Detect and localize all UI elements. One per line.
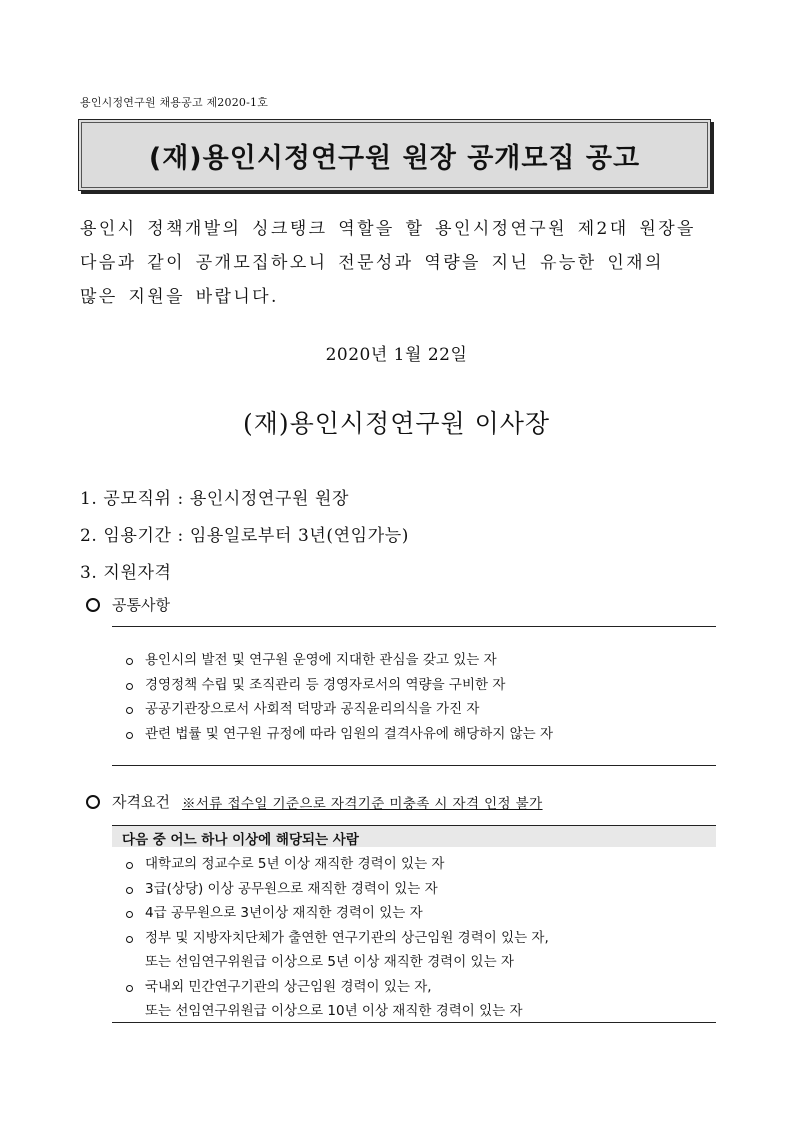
title-box xyxy=(78,119,711,191)
list-item xyxy=(124,722,553,747)
circle-bullet-icon xyxy=(86,598,100,612)
requirements-list xyxy=(124,852,549,1024)
list-item-text: 또는 선임연구위원급 이상으로 5년 이상 재직한 경력이 있는 자 xyxy=(145,954,514,970)
section-position: 1. 공모직위 : 용인시정연구원 원장 xyxy=(80,489,350,509)
divider-bottom xyxy=(112,765,716,766)
issuer-signature: (재)용인시정연구원 이사장 xyxy=(242,409,551,438)
requirements-label: 자격요건 xyxy=(112,793,170,811)
intro-line: 많은 지원을 바랍니다. xyxy=(80,287,279,307)
divider-requirements-bottom xyxy=(112,1022,716,1023)
common-heading-label: 공통사항 xyxy=(112,596,170,614)
bullet-icon xyxy=(126,707,133,714)
list-item-text: 용인시의 발전 및 연구원 운영에 지대한 관심을 갖고 있는 자 xyxy=(145,652,497,668)
bullet-icon xyxy=(126,862,133,869)
list-item-text: 경영정책 수립 및 조직관리 등 경영자로서의 역량을 구비한 자 xyxy=(145,676,506,693)
document-number: 용인시정연구원 채용공고 제2020-1호 xyxy=(80,96,269,109)
section-term: 2. 임용기간 : 임용일로부터 3년(연임가능) xyxy=(80,526,409,546)
list-item xyxy=(124,852,549,877)
bullet-icon xyxy=(126,683,133,690)
intro-line: 용인시 정책개발의 싱크탱크 역할을 할 용인시정연구원 제2대 원장을 xyxy=(80,219,696,239)
list-item-text: 공공기관장으로서 사회적 덕망과 공직윤리의식을 가진 자 xyxy=(145,701,480,717)
list-item-text: 3급(상당) 이상 공무원으로 재직한 경력이 있는 자 xyxy=(145,880,438,897)
bullet-icon xyxy=(126,985,133,992)
intro-paragraph xyxy=(80,212,720,314)
circle-bullet-icon xyxy=(86,795,100,809)
list-item-text: 또는 선임연구위원급 이상으로 10년 이상 재직한 경력이 있는 자 xyxy=(145,1003,523,1019)
list-item xyxy=(124,673,553,698)
requirements-subheading: 다음 중 어느 하나 이상에 해당되는 사람 xyxy=(122,832,359,848)
common-heading xyxy=(86,594,170,615)
bullet-icon xyxy=(126,732,133,739)
list-item xyxy=(124,877,549,902)
list-item xyxy=(124,648,553,673)
list-item xyxy=(124,697,553,722)
requirements-heading xyxy=(86,791,543,812)
list-item-text: 4급 공무원으로 3년이상 재직한 경력이 있는 자 xyxy=(145,905,423,921)
bullet-icon xyxy=(126,911,133,918)
list-item xyxy=(124,926,549,951)
divider-top xyxy=(112,626,716,627)
list-item xyxy=(124,901,549,926)
list-item xyxy=(124,975,549,1000)
list-item-text: 대학교의 정교수로 5년 이상 재직한 경력이 있는 자 xyxy=(145,856,445,872)
list-item-text: 정부 및 지방자치단체가 출연한 연구기관의 상근임원 경력이 있는 자, xyxy=(145,929,549,946)
announcement-date: 2020년 1월 22일 xyxy=(325,345,468,365)
list-item-continuation xyxy=(124,950,549,975)
requirements-note: ※서류 접수일 기준으로 자격기준 미충족 시 자격 인정 불가 xyxy=(181,795,543,812)
bullet-icon xyxy=(126,658,133,665)
list-item-text: 관련 법률 및 연구원 규정에 따라 임원의 결격사유에 해당하지 않는 자 xyxy=(145,725,554,742)
bullet-icon xyxy=(126,936,133,943)
list-item-continuation xyxy=(124,999,549,1024)
intro-line: 다음과 같이 공개모집하오니 전문성과 역량을 지닌 유능한 인재의 xyxy=(80,253,664,273)
list-item-text: 국내외 민간연구기관의 상근임원 경력이 있는 자, xyxy=(145,978,432,995)
page-title: (재)용인시정연구원 원장 공개모집 공고 xyxy=(148,142,641,174)
section-qualification: 3. 지원자격 xyxy=(80,563,172,583)
common-list xyxy=(124,648,553,746)
title-box-inner xyxy=(81,122,708,188)
bullet-icon xyxy=(126,887,133,894)
